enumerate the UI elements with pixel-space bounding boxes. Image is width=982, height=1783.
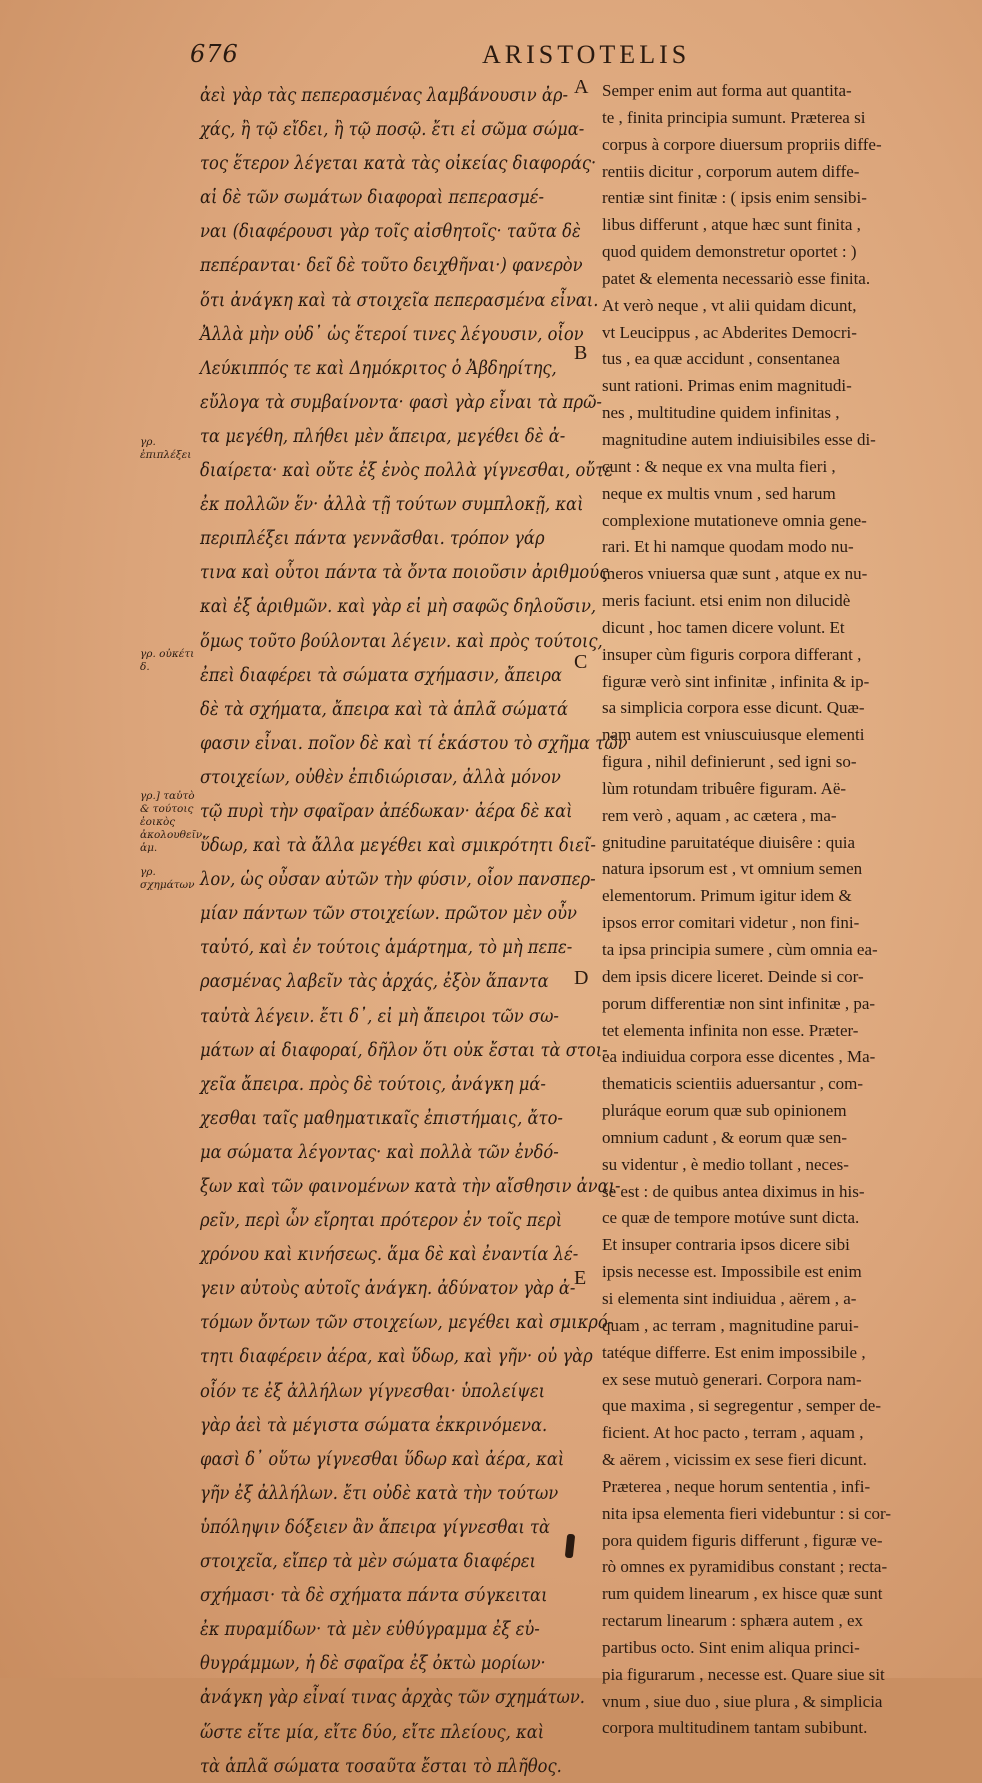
latin-text-line: quod quidem demonstretur oportet : ): [602, 242, 857, 262]
latin-text-line: ficient. At hoc pacto , terram , aquam ,: [602, 1423, 864, 1443]
greek-text-line: τόμων ὄντων τῶν στοιχείων, μεγέθει καὶ σμικρό-: [200, 1311, 614, 1334]
greek-text-line: ὑπόληψιν δόξειεν ἂν ἄπειρα γίγνεσθαι τὰ: [200, 1515, 551, 1538]
latin-text-line: ta ipsa principia sumere , cùm omnia ea-: [602, 940, 878, 959]
latin-text-line: pora quidem figuris differunt , figuræ ve-: [602, 1530, 883, 1550]
greek-text-line: αἱ δὲ τῶν σωμάτων διαφοραὶ πεπερασμέ-: [200, 186, 545, 209]
latin-text-line: figuræ verò sint infinitæ , infinita & ip-: [602, 671, 870, 691]
margin-note: γρ. ἐπιπλέξει: [140, 436, 192, 461]
latin-text-line: Semper enim aut forma aut quantita-: [602, 81, 852, 100]
latin-text-line: gnitudine paruitatéque diuisêre : quia: [602, 832, 856, 852]
latin-text-line: ex sese mutuò generari. Corpora nam-: [602, 1369, 862, 1389]
latin-text-line: elementorum. Primum igitur idem &: [602, 886, 852, 906]
greek-text-line: γῆν ἐξ ἀλλήλων. ἔτι οὐδὲ κατὰ τὴν τούτων: [200, 1481, 559, 1504]
latin-text-line: omnium cadunt , & eorum quæ sen-: [602, 1127, 848, 1147]
latin-text-line: rentiis dicitur , corporum autem diffe-: [602, 161, 860, 181]
latin-text-line: meros vniuersa quæ sunt , atque ex nu-: [602, 564, 868, 584]
greek-text-line: διαίρετα· καὶ οὔτε ἐξ ἑνὸς πολλὰ γίγνεσθαι, οὔτε: [200, 459, 614, 482]
latin-text-line: tatéque differre. Est enim impossibile ,: [602, 1342, 866, 1362]
latin-text-line: rari. Et hi namque quodam modo nu-: [602, 537, 854, 557]
latin-text-line: sa simplicia corpora esse dicunt. Quæ-: [602, 698, 865, 718]
latin-text-line: Præterea , neque horum sententia , infi-: [602, 1476, 871, 1496]
latin-text-line: cunt : & neque ex vna multa fieri ,: [602, 456, 836, 476]
latin-text-line: te , finita principia sumunt. Præterea si: [602, 107, 866, 127]
greek-text-line: πεπέρανται· δεῖ δὲ τοῦτο δειχθῆναι·) φανερὸν: [200, 254, 583, 277]
section-marker-e: E: [574, 1267, 587, 1289]
latin-text-line: dicunt , hoc tamen dicere volunt. Et: [602, 617, 845, 637]
greek-text-column: [200, 78, 628, 1783]
latin-text-line: nita ipsa elementa fieri videbuntur : si cor-: [602, 1503, 892, 1523]
latin-text-line: magnitudine autem indiuisibiles esse di-: [602, 429, 876, 449]
latin-text-line: meris faciunt. etsi enim non dilucidè: [602, 591, 851, 611]
section-marker-b: B: [574, 342, 588, 364]
latin-text-line: porum differentiæ non sint infinitæ , pa-: [602, 993, 876, 1013]
latin-text-line: libus differunt , atque hæc sunt finita ,: [602, 215, 861, 235]
section-marker-c: C: [574, 651, 588, 673]
greek-text-line: ὅτι ἀνάγκη καὶ τὰ στοιχεῖα πεπερασμένα εἶναι.: [200, 288, 599, 311]
latin-text-line: quam , ac terram , magnitudine parui-: [602, 1315, 859, 1335]
greek-text-line: τὰ ἁπλᾶ σώματα τοσαῦτα ἔσται τὸ πλῆθος.: [200, 1754, 562, 1777]
greek-text-line: χρόνου καὶ κινήσεως. ἅμα δὲ καὶ ἐναντία λέ-: [200, 1243, 579, 1266]
greek-text-line: μα σώματα λέγοντας· καὶ πολλὰ τῶν ἐνδό-: [200, 1140, 559, 1163]
page-header: [190, 40, 930, 74]
latin-text-line: vt Leucippus , ac Abderites Democri-: [602, 322, 857, 342]
latin-text-line: corpora multitudinem tantam subibunt.: [602, 1718, 868, 1738]
greek-text-line: σχήμασι· τὰ δὲ σχήματα πάντα σύγκειται: [200, 1584, 548, 1607]
greek-text-line: ἀεὶ γὰρ τὰς πεπερασμένας λαμβάνουσιν ἀρ-: [200, 84, 568, 106]
latin-text-line: rò omnes ex pyramidibus constant ; recta-: [602, 1557, 888, 1577]
latin-text-line: dem ipsis dicere liceret. Deinde si cor-: [602, 966, 864, 986]
latin-text-line: ea indiuidua corpora esse dicentes , Ma-: [602, 1047, 876, 1067]
latin-text-line: corpus à corpore diuersum propriis diffe-: [602, 134, 882, 154]
greek-text-line: γειν αὐτοὺς αὐτοῖς ἀνάγκη. ἀδύνατον γὰρ ἀ-: [200, 1277, 576, 1300]
latin-text-line: su videntur , è medio tollant , neces-: [602, 1154, 849, 1174]
greek-text-line: γὰρ ἀεὶ τὰ μέγιστα σώματα ἐκκρινόμενα.: [200, 1413, 548, 1436]
greek-text-line: μάτων αἱ διαφοραί, δῆλον ὅτι οὐκ ἔσται τὰ στοι-: [200, 1038, 608, 1061]
latin-text-line: pluráque eorum quæ sub opinionem: [602, 1101, 847, 1121]
latin-text-line: Et insuper contraria ipsos dicere sibi: [602, 1235, 850, 1255]
greek-text-line: τητι διαφέρειν ἀέρα, καὶ ὕδωρ, καὶ γῆν· οὐ γὰρ: [200, 1345, 593, 1368]
greek-text-line: ὅμως τοῦτο βούλονται λέγειν. καὶ πρὸς τούτοις,: [200, 629, 603, 652]
latin-text-line: complexione mutationeve omnia gene-: [602, 510, 867, 530]
latin-text-line: patet & elementa necessariò esse finita.: [602, 268, 871, 288]
latin-text-line: rentiæ sint finitæ : ( ipsis enim sensibi-: [602, 188, 867, 208]
latin-text-line: tet elementa infinita non esse. Præter-: [602, 1020, 859, 1040]
greek-text-line: χεσθαι ταῖς μαθηματικαῖς ἐπιστήμαις, ἄτο-: [200, 1106, 563, 1129]
greek-text-line: ρασμένας λαβεῖν τὰς ἀρχάς, ἐξὸν ἅπαντα: [200, 970, 549, 993]
greek-text-line: εὔλογα τὰ συμβαίνοντα· φασὶ γὰρ εἶναι τὰ πρῶ-: [200, 390, 602, 413]
latin-text-line: ce quæ de tempore motúve sunt dicta.: [602, 1208, 860, 1228]
greek-text-line: Ἀλλὰ μὴν οὐδ᾽ ὡς ἕτεροί τινες λέγουσιν, οἷον: [200, 322, 584, 345]
latin-text-line: neque ex multis vnum , sed harum: [602, 483, 836, 503]
greek-text-line: φασὶ δ᾽ οὕτω γίγνεσθαι ὕδωρ καὶ ἀέρα, καὶ: [200, 1447, 565, 1470]
latin-text-line: que maxima , si segregentur , semper de-: [602, 1396, 881, 1416]
running-head: ARISTOTELIS: [482, 40, 691, 69]
margin-note: γρ. σχημάτων: [140, 866, 195, 891]
greek-text-line: ρεῖν, περὶ ὧν εἴρηται πρότερον ἐν τοῖς περὶ: [200, 1209, 563, 1232]
greek-text-line: χάς, ἢ τῷ εἴδει, ἢ τῷ ποσῷ. ἔτι εἰ σῶμα σώμα-: [200, 118, 585, 141]
greek-text-line: Λεύκιππός τε καὶ Δημόκριτος ὁ Ἀβδηρίτης,: [200, 356, 557, 379]
latin-text-line: rectarum linearum : sphæra autem , ex: [602, 1611, 864, 1631]
greek-text-line: στοιχείων, οὐθὲν ἐπιδιώρισαν, ἀλλὰ μόνον: [200, 765, 561, 788]
latin-text-line: vnum , siue duo , siue plura , & simplicia: [602, 1691, 883, 1711]
latin-text-line: tus , ea quæ accidunt , consentanea: [602, 349, 840, 369]
latin-text-line: se est : de quibus antea diximus in his-: [602, 1181, 865, 1201]
latin-text-line: pia figurarum , necesse est. Quare siue sit: [602, 1664, 885, 1684]
greek-text-line: μίαν πάντων τῶν στοιχείων. πρῶτον μὲν οὖν: [200, 902, 577, 925]
greek-text-line: τος ἕτερον λέγεται κατὰ τὰς οἰκείας διαφοράς·: [200, 152, 597, 175]
greek-text-line: χεῖα ἄπειρα. πρὸς δὲ τούτοις, ἀνάγκη μά-: [200, 1072, 546, 1095]
latin-text-line: figura , nihil definierunt , sed igni so-: [602, 752, 857, 772]
greek-text-line: ξων καὶ τῶν φαινομένων κατὰ τὴν αἴσθησιν ἀναι-: [200, 1175, 621, 1197]
latin-text-line: & aërem , vicissim ex sese fieri dicunt.: [602, 1450, 867, 1470]
latin-text-column: [602, 78, 962, 1742]
greek-text-line: ταὐτό, καὶ ἐν τούτοις ἁμάρτημα, τὸ μὴ πεπε-: [200, 936, 573, 959]
section-marker-d: D: [574, 967, 589, 989]
greek-text-line: λον, ὡς οὖσαν αὐτῶν τὴν φύσιν, οἷον πανσπερ-: [200, 868, 596, 891]
latin-text-line: lùm rotundam tribuêre figuram. Aë-: [602, 778, 847, 798]
latin-text-line: ipsis necesse est. Impossibile est enim: [602, 1262, 862, 1282]
greek-text-line: τῷ πυρὶ τὴν σφαῖραν ἀπέδωκαν· ἀέρα δὲ καὶ: [200, 799, 573, 822]
latin-text-line: insuper cùm figuris corpora differant ,: [602, 644, 862, 664]
greek-text-line: ὥστε εἴτε μία, εἴτε δύο, εἴτε πλείους, καὶ: [200, 1720, 545, 1743]
section-marker-a: A: [574, 76, 589, 98]
greek-text-line: περιπλέξει πάντα γεννᾶσθαι. τρόπον γάρ: [200, 527, 545, 550]
latin-text-line: sunt rationi. Primas enim magnitudi-: [602, 376, 852, 396]
greek-text-line: ἐκ πολλῶν ἕν· ἀλλὰ τῇ τούτων συμπλοκῇ, καὶ: [200, 493, 584, 516]
latin-text-line: rum quidem linearum , ex hisce quæ sunt: [602, 1584, 883, 1604]
greek-text-line: δὲ τὰ σχήματα, ἄπειρα καὶ τὰ ἁπλᾶ σώματά: [200, 697, 568, 720]
greek-text-line: ἐκ πυραμίδων· τὰ μὲν εὐθύγραμμα ἐξ εὐ-: [200, 1618, 540, 1641]
latin-text-line: rem verò , aquam , ac cætera , ma-: [602, 805, 837, 825]
latin-text-line: At verò neque , vt alii quidam dicunt,: [602, 295, 857, 315]
greek-text-line: οἷόν τε ἐξ ἀλλήλων γίγνεσθαι· ὑπολείψει: [200, 1379, 546, 1402]
greek-text-line: φασιν εἶναι. ποῖον δὲ καὶ τί ἑκάστου τὸ σχῆμα τῶν: [200, 731, 628, 754]
greek-text-line: στοιχεῖα, εἴπερ τὰ μὲν σώματα διαφέρει: [200, 1550, 536, 1573]
margin-note: γρ.] ταὐτὸ & τούτοις ἐοικὸς ἀκολουθεῖν ἁμ.: [140, 790, 203, 854]
margin-note: γρ. οὐκέτι δ.: [140, 648, 195, 673]
greek-text-line: καὶ ἐξ ἀριθμῶν. καὶ γὰρ εἰ μὴ σαφῶς δηλοῦσιν,: [200, 595, 597, 618]
greek-text-line: τα μεγέθη, πλήθει μὲν ἄπειρα, μεγέθει δὲ ἀ-: [200, 424, 566, 447]
greek-text-line: ναι (διαφέρουσι γὰρ τοῖς αἰσθητοῖς· ταῦτα δὲ: [200, 220, 581, 243]
greek-text-line: ἀνάγκη γὰρ εἶναί τινας ἀρχὰς τῶν σχημάτων.: [200, 1686, 585, 1709]
latin-text-line: thematicis scientiis aduersantur , com-: [602, 1074, 864, 1094]
latin-text-line: nam autem est vniuscuiusque elementi: [602, 725, 865, 745]
latin-text-line: partibus octo. Sint enim aliqua princi-: [602, 1637, 860, 1657]
greek-text-line: ὕδωρ, καὶ τὰ ἄλλα μεγέθει καὶ σμικρότητι διεῖ-: [200, 834, 596, 857]
latin-text-line: nes , multitudine quidem infinitas ,: [602, 403, 840, 423]
latin-text-line: natura ipsorum est , vt omnium semen: [602, 859, 863, 879]
greek-text-line: ταὐτὰ λέγειν. ἔτι δ᾽, εἰ μὴ ἄπειροι τῶν σω-: [200, 1004, 559, 1027]
greek-text-line: ἐπεὶ διαφέρει τὰ σώματα σχήμασιν, ἄπειρα: [200, 663, 562, 686]
greek-text-line: θυγράμμων, ἡ δὲ σφαῖρα ἐξ ὀκτὼ μορίων·: [200, 1652, 546, 1675]
greek-text-line: τινα καὶ οὗτοι πάντα τὰ ὄντα ποιοῦσιν ἀριθμούς: [200, 561, 609, 584]
latin-text-line: ipsos error comitari videtur , non fini-: [602, 913, 860, 933]
page-number: 676: [190, 40, 239, 68]
latin-text-line: si elementa sint indiuidua , aërem , a-: [602, 1288, 857, 1308]
